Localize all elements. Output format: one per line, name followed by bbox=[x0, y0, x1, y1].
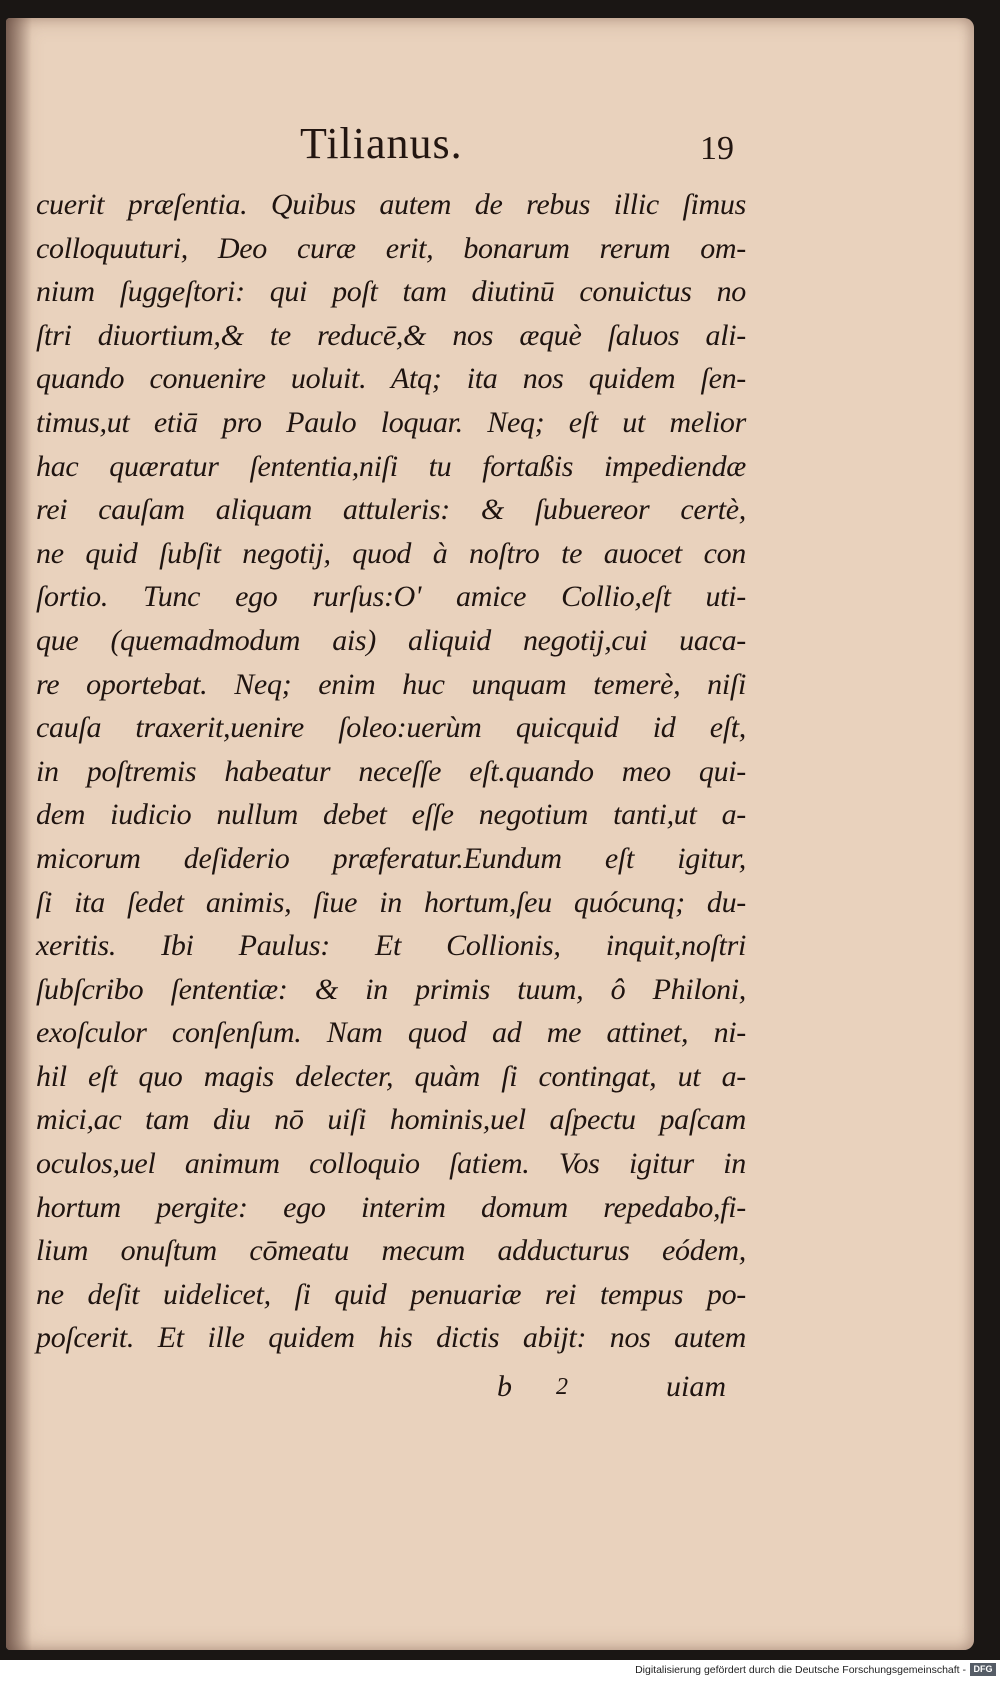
running-head bbox=[0, 118, 1000, 178]
text-line: hil eſt quo magis delecter, quàm ſi contingat, ut a- bbox=[36, 1059, 746, 1093]
body-text bbox=[36, 183, 746, 1360]
text-line: ne deſit uidelicet, ſi quid penuariæ rei tempus po- bbox=[36, 1277, 746, 1311]
text-line: ſtri diuortium,& te reducē,& nos æquè ſaluos ali- bbox=[36, 318, 746, 352]
text-line: re oportebat. Neq; enim huc unquam temerè, niſi bbox=[36, 667, 746, 701]
text-line: timus,ut etiā pro Paulo loquar. Neq; eſt ut melior bbox=[36, 405, 746, 439]
text-line: colloquuturi, Deo curæ erit, bonarum rerum om- bbox=[36, 231, 746, 265]
catchword: uiam bbox=[666, 1370, 726, 1403]
text-line: lium onuſtum cōmeatu mecum adducturus eódem, bbox=[36, 1234, 746, 1268]
text-line: oculos,uel animum colloquio ſatiem. Vos igitur in bbox=[36, 1147, 746, 1181]
text-line: in poſtremis habeatur neceſſe eſt.quando meo qui- bbox=[36, 754, 746, 788]
text-line: hac quæratur ſententia,niſi tu fortaßis impediendæ bbox=[36, 449, 746, 483]
text-line: poſcerit. Et ille quidem his dictis abijt: nos autem bbox=[36, 1321, 746, 1355]
credit-bar bbox=[0, 1660, 1000, 1682]
page-footer bbox=[0, 1370, 1000, 1410]
digitization-credit: Digitalisierung gefördert durch die Deutsche Forschungsgemeinschaft - bbox=[635, 1664, 966, 1676]
text-line: ſi ita ſedet animis, ſiue in hortum,ſeu quócunq; du- bbox=[36, 885, 746, 919]
text-line: ne quid ſubſit negotij, quod à noſtro te auocet con bbox=[36, 536, 746, 570]
signature-mark-number: 2 bbox=[556, 1374, 568, 1400]
text-line: xeritis. Ibi Paulus: Et Collionis, inquit,noſtri bbox=[36, 929, 746, 963]
signature-mark-letter: b bbox=[497, 1370, 512, 1403]
text-line: ſortio. Tunc ego rurſus:O' amice Collio,eſt uti- bbox=[36, 580, 746, 614]
text-line: micorum deſiderio præferatur.Eundum eſt igitur, bbox=[36, 841, 746, 875]
dfg-logo-icon: DFG bbox=[970, 1663, 996, 1676]
text-line: hortum pergite: ego interim domum repedabo,fi- bbox=[36, 1190, 746, 1224]
text-line: ſubſcribo ſententiæ: & in primis tuum, ô Philoni, bbox=[36, 972, 746, 1006]
text-line: exoſculor conſenſum. Nam quod ad me attinet, ni- bbox=[36, 1016, 746, 1050]
text-line: cuerit præſentia. Quibus autem de rebus illic ſimus bbox=[36, 188, 746, 221]
text-line: rei cauſam aliquam attuleris: & ſubuereor certè, bbox=[36, 493, 746, 527]
page-number: 19 bbox=[700, 130, 734, 167]
text-line: que (quemadmodum ais) aliquid negotij,cui uaca- bbox=[36, 623, 746, 657]
text-line: nium ſuggeſtori: qui poſt tam diutinū conuictus no bbox=[36, 275, 746, 309]
text-line: mici,ac tam diu nō uiſi hominis,uel aſpectu paſcam bbox=[36, 1103, 746, 1137]
text-line: dem iudicio nullum debet eſſe negotium tanti,ut a- bbox=[36, 798, 746, 832]
running-title: Tilianus. bbox=[300, 119, 463, 168]
text-line: quando conuenire uoluit. Atq; ita nos quidem ſen- bbox=[36, 362, 746, 396]
text-line: cauſa traxerit,uenire ſoleo:uerùm quicquid id eſt, bbox=[36, 711, 746, 745]
